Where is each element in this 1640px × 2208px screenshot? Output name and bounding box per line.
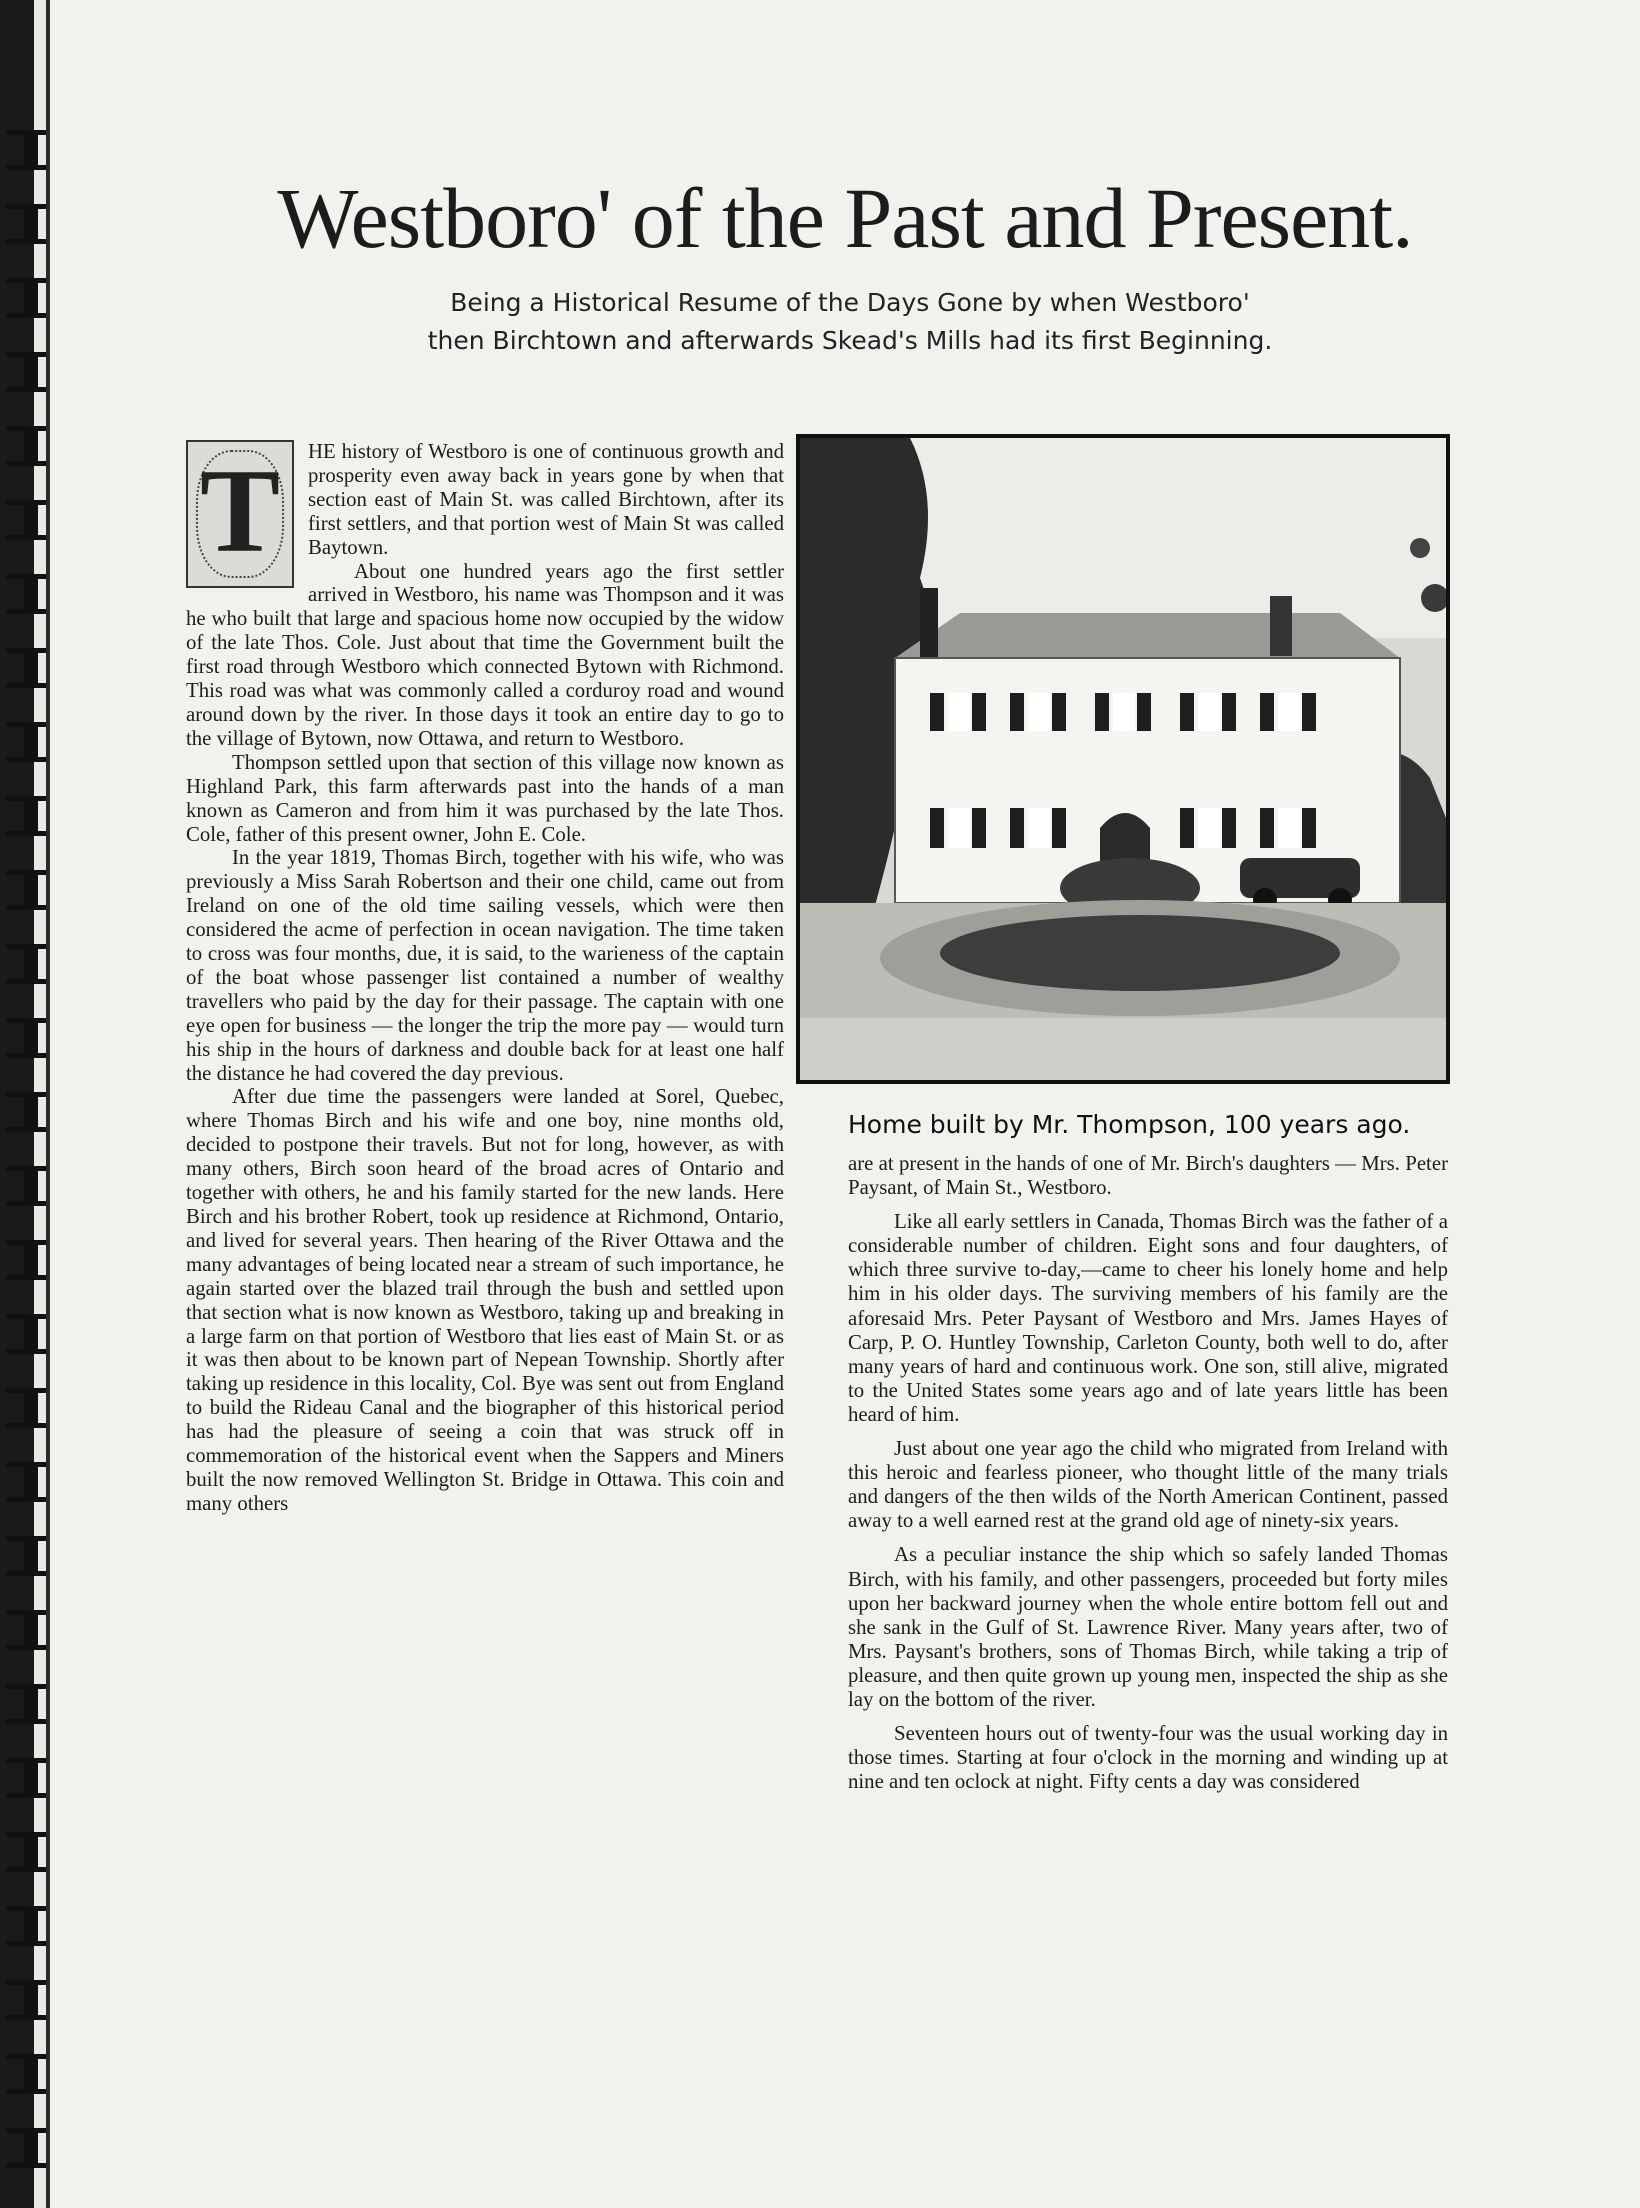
photo-caption: Home built by Mr. Thompson, 100 years ago. (848, 1110, 1411, 1139)
article-title: Westboro' of the Past and Present. (277, 170, 1413, 266)
subtitle-line-1: Being a Historical Resume of the Days Gone by when Westboro' (450, 288, 1250, 317)
house-photo-illustration (800, 438, 1446, 1080)
paragraph-10: Seventeen hours out of twenty-four was the usual working day in those times. Starting at four o'clock in the morning and winding up at nine and ten oclock at night. Fifty cents a day was considered (848, 1722, 1448, 1794)
left-column (186, 440, 784, 1516)
paragraph-7: Like all early settlers in Canada, Thomas Birch was the father of a considerable number of children. Eight sons and four daughters, of which three survive to-day,—came to cheer his lonely home and help him in his older days. The surviving members of his family are the aforesaid Mrs. Peter Paysant of Westboro and Mrs. James Hayes of Carp, P. O. Huntley Township, Carleton County, both well to do, after many years of hard and continuous work. One son, still alive, migrated to the United States some years ago and of late years little has been heard of him. (848, 1210, 1448, 1426)
right-column (848, 1152, 1448, 1794)
dropcap-letter: T (199, 444, 281, 577)
paragraph-4: In the year 1819, Thomas Birch, together with his wife, who was previously a Miss Sarah Robertson and their one child, came out from Ireland on one of the old time sailing vessels, which were then considered the acme of perfection in ocean navigation. The time taken to cross was four months, due, it is said, to the warieness of the captain of the boat whose passenger list contained a number of wealthy travellers who paid by the day for their passage. The captain with one eye open for business — the longer the trip the more pay — would turn his ship in the hours of darkness and double back for at least one half the distance he had covered the day previous. (186, 846, 784, 1085)
subtitle-line-2: then Birchtown and afterwards Skead's Mills had its first Beginning. (427, 326, 1273, 355)
paragraph-8: Just about one year ago the child who migrated from Ireland with this heroic and fearless pioneer, who thought little of the many trials and dangers of the then wilds of the North American Continent, passed away to a well earned rest at the grand old age of ninety-six years. (848, 1437, 1448, 1533)
paragraph-1-text: HE history of Westboro is one of continuous growth and prosperity even away back in years gone by when that section east of Main St. was called Birchtown, after its first settlers, and that portion west of Main St was called Baytown. (308, 440, 784, 559)
paragraph-5: After due time the passengers were landed at Sorel, Quebec, where Thomas Birch and his wife and one boy, nine months old, decided to postpone their travels. But not for long, however, as with many others, Birch soon heard of the broad acres of Ontario and together with others, he and his family started for the new lands. Here Birch and his brother Robert, took up residence at Richmond, Ontario, and lived for several years. Then hearing of the River Ottawa and the many advantages of being located near a stream of such importance, he again started over the blazed trail through the bush and settled upon that section what is now known as Westboro, taking up and breaking in a large farm on that portion of Westboro that lies east of Main St. or as it was then about to be known part of Nepean Township. Shortly after taking up residence in this locality, Col. Bye was sent out from England to build the Rideau Canal and the biographer of this historical period has had the pleasure of seeing a coin that was struck off in commemoration of the historical event when the Sappers and Miners built the now removed Wellington St. Bridge in Ottawa. This coin and many others (186, 1085, 784, 1515)
paragraph-2: About one hundred years ago the first settler arrived in Westboro, his name was Thompson and it was he who built that large and spacious home now occupied by the widow of the late Thos. Cole. Just about that time the Government built the first road through Westboro which connected Bytown with Richmond. This road was what was commonly called a corduroy road and wound around down by the river. In those days it took an entire day to go to the village of Bytown, now Ottawa, and return to Westboro. (186, 559, 784, 750)
paragraph-6: are at present in the hands of one of Mr. Birch's daughters — Mrs. Peter Paysant, of Main St., Westboro. (848, 1152, 1448, 1200)
house-photograph (796, 434, 1450, 1084)
paragraph-3: Thompson settled upon that section of this village now known as Highland Park, this farm afterwards past into the hands of a man known as Cameron and from him it was purchased by the late Thos. Cole, father of this present owner, John E. Cole. (186, 750, 784, 846)
paragraph-9: As a peculiar instance the ship which so safely landed Thomas Birch, with his family, and other passengers, proceeded but forty miles upon her backward journey when the whole entire bottom fell out and she sank in the Gulf of St. Lawrence River. Many years after, two of Mrs. Paysant's brothers, sons of Thomas Birch, while taking a trip of pleasure, and then quite grown up young men, inspected the ship as she lay on the bottom of the river. (848, 1543, 1448, 1711)
article-subtitle (400, 284, 1300, 360)
paragraph-1 (186, 440, 784, 577)
ornamental-dropcap (186, 440, 294, 588)
